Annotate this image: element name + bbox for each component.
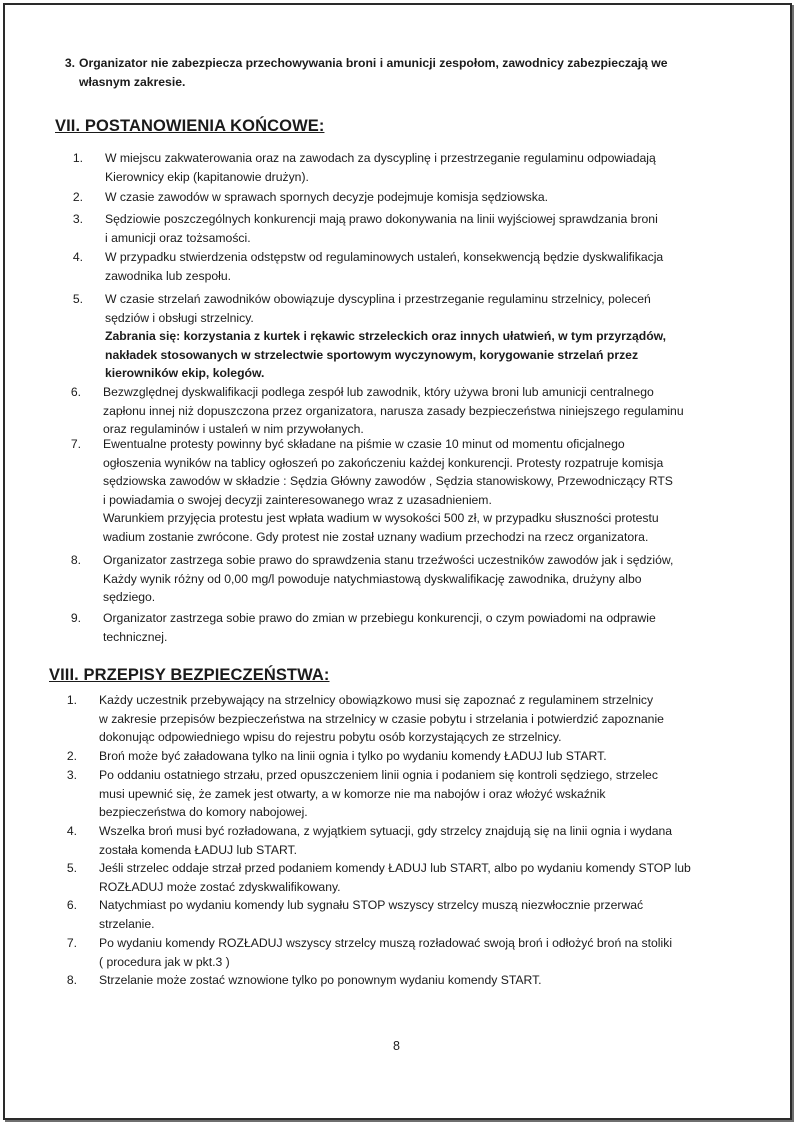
item-number: 8. <box>70 553 81 567</box>
item-line: Organizator zastrzega sobie prawo do zmian w przebiegu konkurencji, o czym powiadomi na odprawie <box>103 611 656 625</box>
item-number: 7. <box>70 437 81 451</box>
item-line: Kierownicy ekip (kapitanowie drużyn). <box>105 169 309 184</box>
item-text <box>105 188 745 207</box>
item-line: Jeśli strzelec oddaje strzał przed podaniem komendy ŁADUJ lub START, albo po wydaniu komendy STOP lub <box>99 861 691 875</box>
item-line: musi upewnić się, że zamek jest otwarty, a w komorze nie ma nabojów i oraz włożyć wskaźnik <box>99 786 606 801</box>
section-7-heading: VII. POSTANOWIENIA KOŃCOWE: <box>55 117 325 135</box>
item-line: Po oddaniu ostatniego strzału, przed opuszczeniem linii ognia i podaniem się kontroli sędziego, strzelec <box>99 768 658 782</box>
item-bold-line: kierowników ekip, kolegów. <box>105 366 265 380</box>
item-number: 7. <box>66 936 77 950</box>
item-line: i amunicji oraz tożsamości. <box>105 230 251 245</box>
item-line: sędziów i obsługi strzelnicy. <box>105 310 254 325</box>
item-number: 1. <box>66 693 77 707</box>
item-line: W czasie strzelań zawodników obowiązuje dyscyplina i przestrzeganie regulaminu strzelnicy, poleceń <box>105 292 651 306</box>
item-text <box>103 435 743 546</box>
item-text <box>105 149 745 186</box>
item-number: 4. <box>66 824 77 838</box>
item-text <box>103 383 743 439</box>
item-line: sędziowska zawodów w składzie : Sędzia Główny zawodów , Sędzia stanowiskowy, Przewodniczący RTS <box>103 474 673 488</box>
item-line: ( procedura jak w pkt.3 ) <box>99 954 230 969</box>
item-number: 8. <box>66 973 77 987</box>
item-number: 2. <box>66 749 77 763</box>
section-8-heading: VIII. PRZEPISY BEZPIECZEŃSTWA: <box>49 666 330 684</box>
item-text <box>103 609 743 646</box>
item-line: zapłonu innej niż dopuszczona przez organizatora, narusza zasady bezpieczeństwa niniejszego regulaminu <box>103 403 684 418</box>
item-text <box>105 290 745 383</box>
item-text <box>99 747 749 766</box>
item-text <box>103 551 743 607</box>
item-number: 2. <box>72 190 83 204</box>
item-line: Wszelka broń musi być rozładowana, z wyjątkiem sytuacji, gdy strzelcy znajdują się na linii ognia i wydana <box>99 824 673 838</box>
item-line: strzelanie. <box>99 916 155 931</box>
item-text <box>99 766 749 822</box>
item-text <box>99 896 749 933</box>
item-line: i powiadamia o swojej decyzji zainteresowanego wraz z uzasadnieniem. <box>103 492 492 507</box>
item-bold-line: nakładek stosowanych w strzelectwie sportowym wyczynowym, korygowanie strzelań przez <box>105 347 639 362</box>
item-line: Organizator zastrzega sobie prawo do sprawdzenia stanu trzeźwości uczestników zawodów jak i sędziów, <box>103 553 674 567</box>
item-line: wadium zostanie zwrócone. Gdy protest nie został uznany wadium przechodzi na rzecz organizatora. <box>103 529 649 544</box>
item-number: 3. <box>66 768 77 782</box>
item-number: 9. <box>70 611 81 625</box>
item-line: Sędziowie poszczególnych konkurencji mają prawo dokonywania na linii wyjściowej sprawdzania broni <box>105 212 658 226</box>
item-line: dokonując odpowiedniego wpisu do rejestru pobytu osób korzystających ze strzelnicy. <box>99 730 562 744</box>
item-number: 4. <box>72 250 83 264</box>
item-line: oraz regulaminów i ustaleń w nim przywołanych. <box>103 422 364 436</box>
item-number: 6. <box>70 385 81 399</box>
document-page <box>3 3 792 1120</box>
item-text <box>79 54 757 91</box>
item-text <box>99 822 749 859</box>
item-line: Po wydaniu komendy ROZŁADUJ wszyscy strzelcy muszą rozładować swoją broń i odłożyć broń na stoliki <box>99 936 673 950</box>
item-line: została komenda ŁADUJ lub START. <box>99 842 298 857</box>
item-text <box>99 934 749 971</box>
item-text <box>99 859 749 896</box>
item-text <box>105 248 745 285</box>
item-line: W miejscu zakwaterowania oraz na zawodach za dyscyplinę i przestrzeganie regulaminu odpowiadają <box>105 151 656 165</box>
item-line: Broń może być załadowana tylko na linii ognia i tylko po wydaniu komendy ŁADUJ lub START. <box>99 749 607 763</box>
item-line: ogłoszenia wyników na tablicy ogłoszeń po zakończeniu każdej konkurencji. Protesty rozpatruje komisja <box>103 455 664 470</box>
item-number: 5. <box>66 861 77 875</box>
item-line: w zakresie przepisów bezpieczeństwa na strzelnicy w czasie pobytu i strzelania i potwierdzić zapoznanie <box>99 711 664 726</box>
item-line: bezpieczeństwa do komory nabojowej. <box>99 805 308 819</box>
item-line: W przypadku stwierdzenia odstępstw od regulaminowych ustaleń, konsekwencją będzie dyskwalifikacja <box>105 250 664 264</box>
item-line: Strzelanie może zostać wznowione tylko po ponownym wydaniu komendy START. <box>99 973 542 987</box>
item-line: własnym zakresie. <box>79 74 186 89</box>
item-number: 6. <box>66 898 77 912</box>
item-line: Warunkiem przyjęcia protestu jest wpłata wadium w wysokości 500 zł, w przypadku słuszności protestu <box>103 511 659 525</box>
page-number: 8 <box>393 1039 400 1053</box>
item-line: sędziego. <box>103 590 156 604</box>
item-line: Ewentualne protesty powinny być składane na piśmie w czasie 10 minut od momentu oficjalnego <box>103 437 625 451</box>
item-text <box>99 971 749 990</box>
item-line: Organizator nie zabezpiecza przechowywania broni i amunicji zespołom, zawodnicy zabezpieczają we <box>79 56 668 70</box>
item-number: 3. <box>64 56 75 70</box>
item-line: Każdy wynik różny od 0,00 mg/l powoduje natychmiastową dyskwalifikację zawodnika, drużyny albo <box>103 571 642 586</box>
item-bold-line: Zabrania się: korzystania z kurtek i rękawic strzeleckich oraz innych ułatwień, w tym przyrządów, <box>105 329 667 343</box>
item-text <box>99 691 749 747</box>
item-number: 1. <box>72 151 83 165</box>
item-number: 3. <box>72 212 83 226</box>
item-line: zawodnika lub zespołu. <box>105 268 232 283</box>
item-line: Natychmiast po wydaniu komendy lub sygnału STOP wszyscy strzelcy muszą niezwłocznie przerwać <box>99 898 644 912</box>
item-text <box>105 210 745 247</box>
item-line: ROZŁADUJ może zostać zdyskwalifikowany. <box>99 879 341 894</box>
item-line: Każdy uczestnik przebywający na strzelnicy obowiązkowo musi się zapoznać z regulaminem strzelnicy <box>99 693 654 707</box>
item-line: W czasie zawodów w sprawach spornych decyzje podejmuje komisja sędziowska. <box>105 190 548 204</box>
item-number: 5. <box>72 292 83 306</box>
item-line: technicznej. <box>103 629 168 644</box>
item-line: Bezwzględnej dyskwalifikacji podlega zespół lub zawodnik, który używa broni lub amunicji centralnego <box>103 385 654 399</box>
